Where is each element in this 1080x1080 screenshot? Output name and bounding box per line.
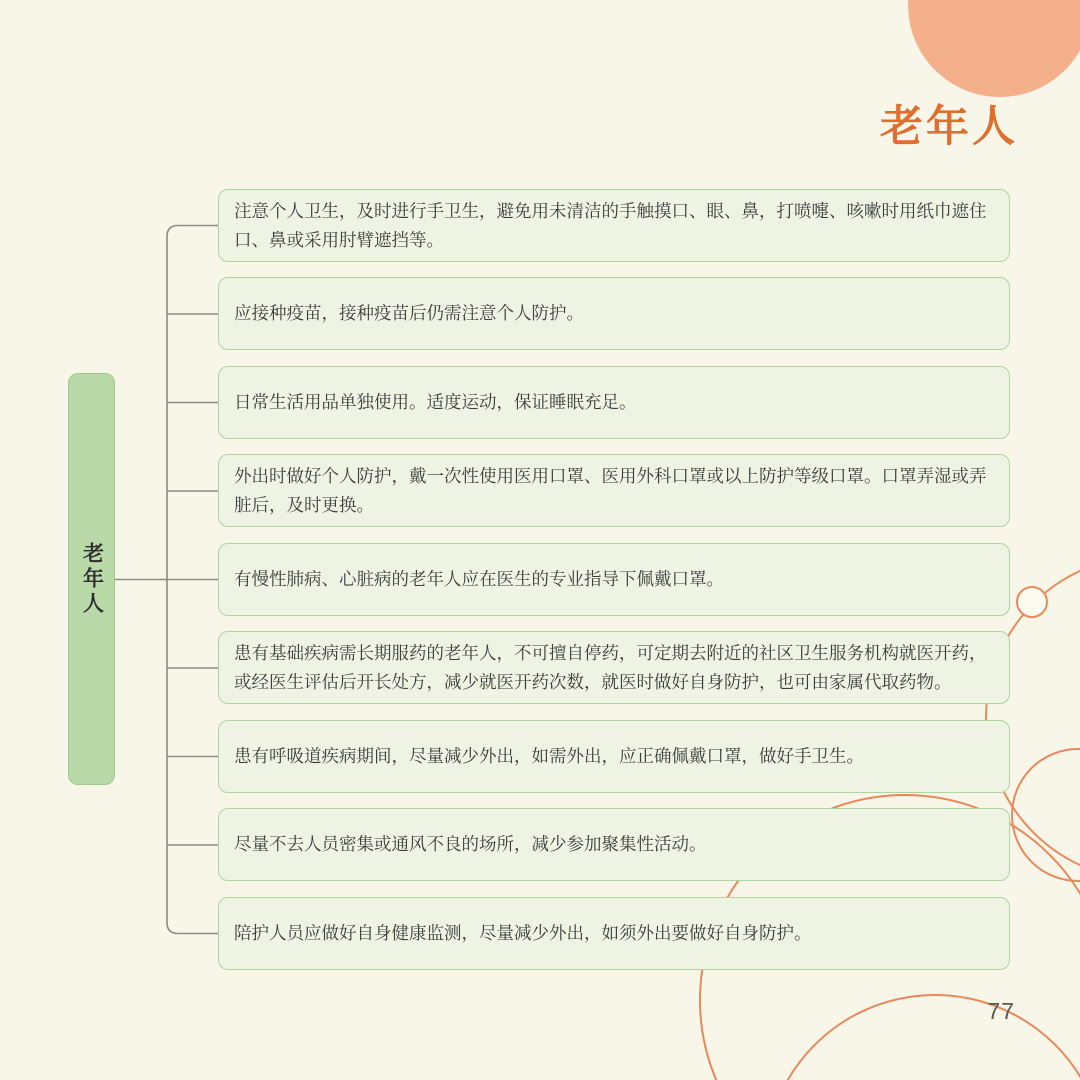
page-title: 老年人 [880, 103, 1018, 151]
branch-node-6: 患有基础疾病需长期服药的老年人，不可擅自停药，可定期去附近的社区卫生服务机构就医开药，或经医生评估后开长处方，减少就医开药次数，就医时做好自身防护，也可由家属代取药物。 [218, 631, 1010, 704]
branch-node-2: 应接种疫苗，接种疫苗后仍需注意个人防护。 [218, 277, 1010, 350]
branch-node-4: 外出时做好个人防护，戴一次性使用医用口罩、医用外科口罩或以上防护等级口罩。口罩弄湿或弄脏后，及时更换。 [218, 454, 1010, 527]
branch-node-9: 陪护人员应做好自身健康监测，尽量减少外出，如须外出要做好自身防护。 [218, 897, 1010, 970]
branch-node-1: 注意个人卫生，及时进行手卫生，避免用未清洁的手触摸口、眼、鼻，打喷嚏、咳嗽时用纸巾遮住口、鼻或采用肘臂遮挡等。 [218, 189, 1010, 262]
root-node-label: 老年人 [80, 541, 104, 617]
page-number: 77 [987, 998, 1015, 1024]
branch-node-8: 尽量不去人员密集或通风不良的场所，减少参加聚集性活动。 [218, 808, 1010, 881]
branch-node-3: 日常生活用品单独使用。适度运动，保证睡眠充足。 [218, 366, 1010, 439]
branch-node-5: 有慢性肺病、心脏病的老年人应在医生的专业指导下佩戴口罩。 [218, 543, 1010, 616]
root-node [68, 373, 115, 785]
branch-node-7: 患有呼吸道疾病期间，尽量减少外出，如需外出，应正确佩戴口罩，做好手卫生。 [218, 720, 1010, 793]
